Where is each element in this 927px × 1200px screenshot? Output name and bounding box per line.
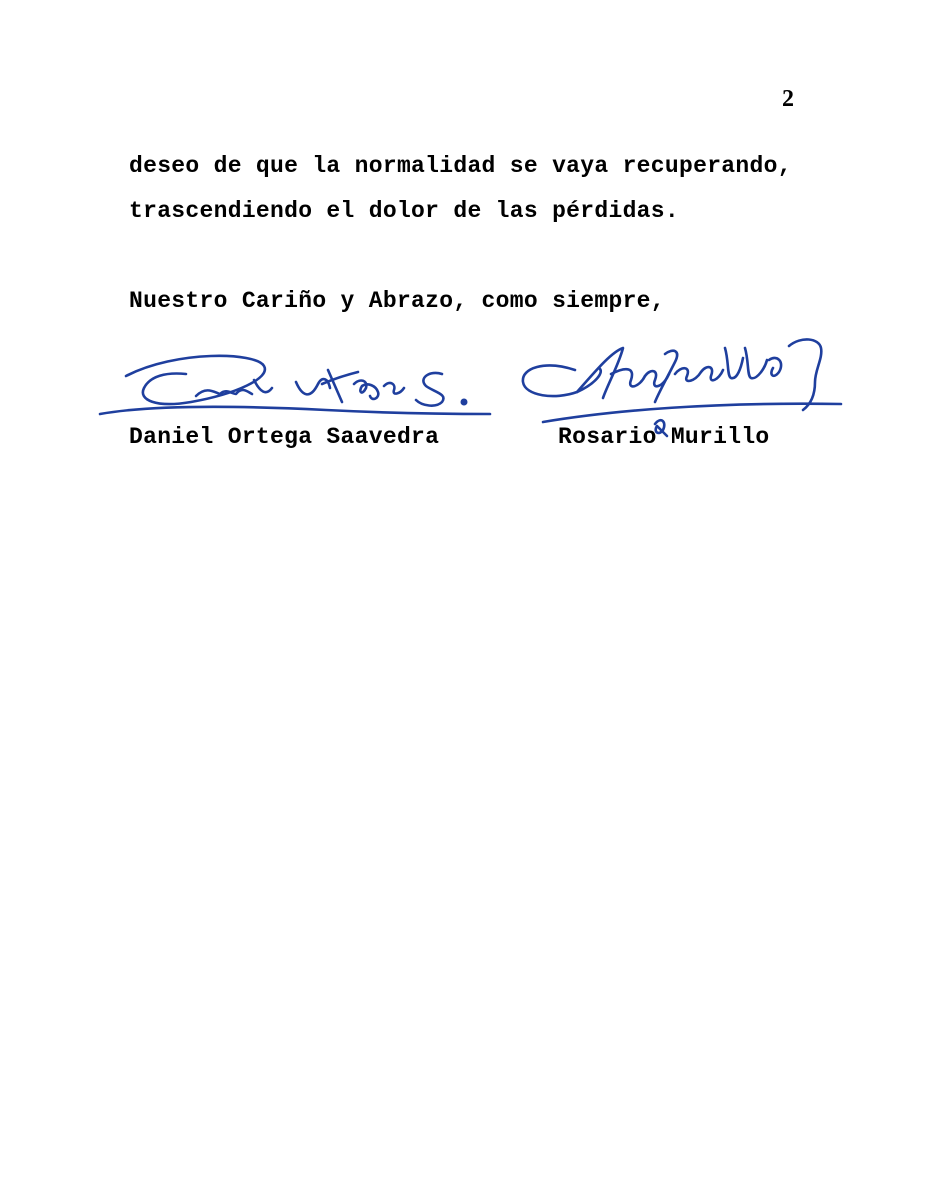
body-text-line-2: trascendiendo el dolor de las pérdidas. (129, 198, 679, 224)
page-number: 2 (782, 86, 794, 112)
signatory-name-left: Daniel Ortega Saavedra (129, 424, 440, 450)
closing-salutation: Nuestro Cariño y Abrazo, como siempre, (129, 288, 665, 314)
signatory-name-right: Rosario Murillo (558, 424, 770, 450)
signature-daniel-ortega (96, 344, 496, 428)
body-text-line-1: deseo de que la normalidad se vaya recuperando, (129, 153, 792, 179)
